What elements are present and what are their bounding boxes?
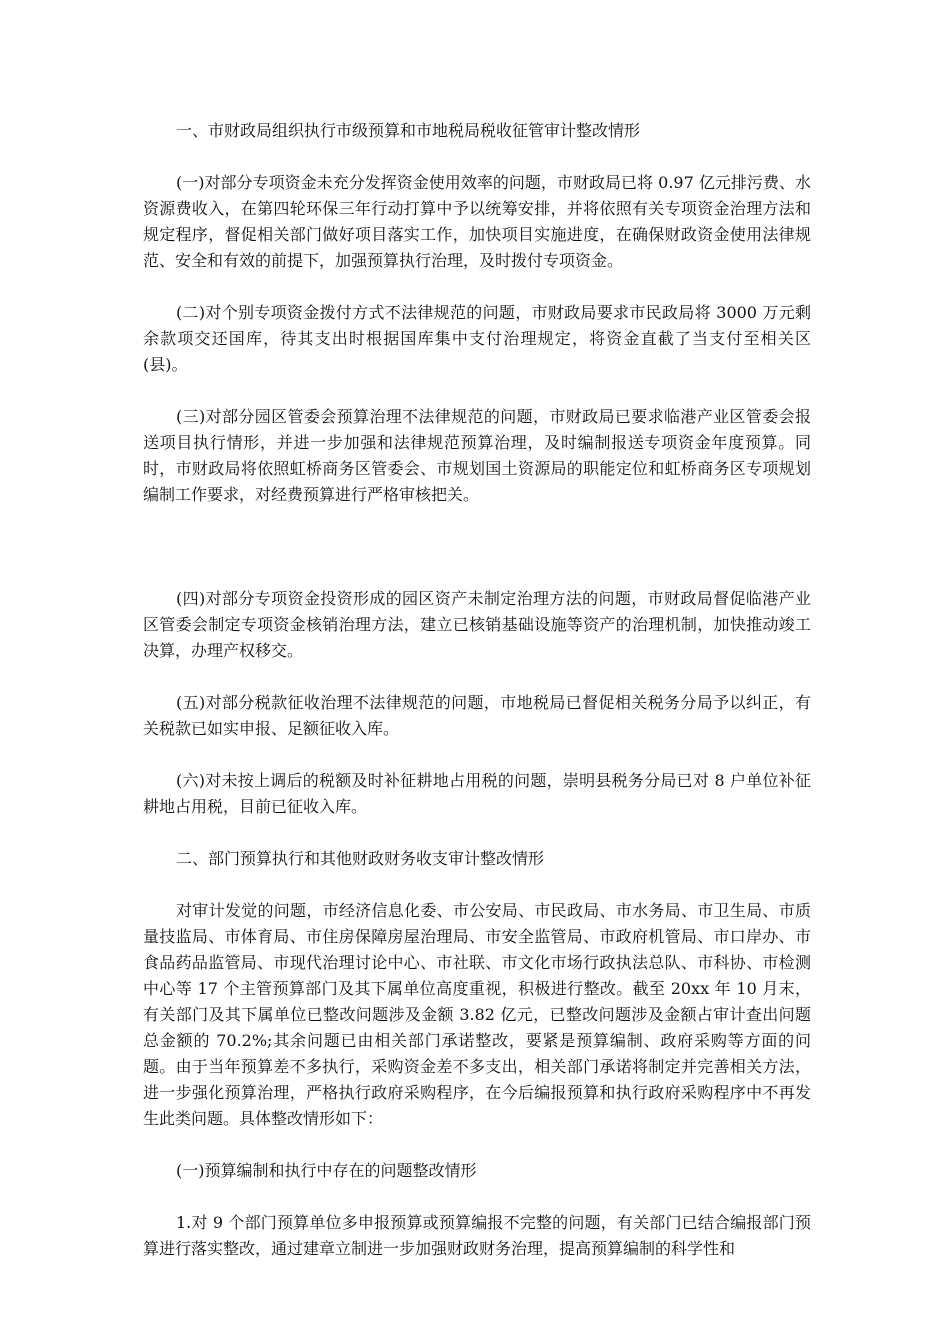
blank-gap: [143, 534, 811, 586]
section-heading-1: 一、市财政局组织执行市级预算和市地税局税收征管审计整改情形: [176, 121, 641, 140]
section-heading-2: 二、部门预算执行和其他财政财务收支审计整改情形: [176, 849, 545, 868]
paragraph-8: 1.对 9 个部门预算单位多申报预算或预算编报不完整的问题，有关部门已结合编报部门预算进行落实整改，通过建章立制进一步加强财政财务治理，提高预算编制的科学性和: [143, 1213, 811, 1258]
paragraph-3: (三)对部分园区管委会预算治理不法律规范的问题，市财政局已要求临港产业区管委会报送项目执行情形，并进一步加强和法律规范预算治理，及时编制报送专项资金年度预算。同时，市财政局将依照虹桥商务区管委会、市规划国土资源局的职能定位和虹桥商务区专项规划编制工作要求，对经费预算进行严格审核把关。: [143, 407, 811, 504]
paragraph-6: (六)对未按上调后的税额及时补征耕地占用税的问题，崇明县税务分局已对 8 户单位补征耕地占用税，目前已征收入库。: [143, 771, 811, 816]
paragraph-4: (四)对部分专项资金投资形成的园区资产未制定治理方法的问题，市财政局督促临港产业区管委会制定专项资金核销治理方法，建立已核销基础设施等资产的治理机制，加快推动竣工决算，办理产权移交。: [143, 589, 811, 660]
document-body: [143, 118, 811, 1288]
paragraph-2: (二)对个别专项资金拨付方式不法律规范的问题，市财政局要求市民政局将 3000 万元剩余款项交还国库，待其支出时根据国库集中支付治理规定，将资金直截了当支付至相关区(县)。: [143, 303, 811, 374]
subsection-heading-1: (一)预算编制和执行中存在的问题整改情形: [176, 1161, 477, 1180]
paragraph-1: (一)对部分专项资金未充分发挥资金使用效率的问题，市财政局已将 0.97 亿元排污费、水资源费收入，在第四轮环保三年行动打算中予以统筹安排，并将依照有关专项资金治理方法和规定程序，督促相关部门做好项目落实工作，加快项目实施进度，在确保财政资金使用法律规范、安全和有效的前提下，加强预算执行治理，及时拨付专项资金。: [143, 173, 811, 270]
paragraph-5: (五)对部分税款征收治理不法律规范的问题，市地税局已督促相关税务分局予以纠正，有关税款已如实申报、足额征收入库。: [143, 693, 811, 738]
paragraph-7: 对审计发觉的问题，市经济信息化委、市公安局、市民政局、市水务局、市卫生局、市质量技监局、市体育局、市住房保障房屋治理局、市安全监管局、市政府机管局、市口岸办、市食品药品监管局、市现代治理讨论中心、市社联、市文化市场行政执法总队、市科协、市检测中心等 17 个主管预算部门及其下属单位高度重视，积极进行整改。截至 20xx 年 10 月末，有关部门及其下属单位已整改问题涉及金额 3.82 亿元，已整改问题涉及金额占审计查出问题总金额的 70.2%;其余问题已由相关部门承诺整改，要紧是预算编制、政府采购等方面的问题。由于当年预算差不多执行，采购资金差不多支出，相关部门承诺将制定并完善相关方法，进一步强化预算治理，严格执行政府采购程序，在今后编报预算和执行政府采购程序中不再发生此类问题。具体整改情形如下：: [143, 901, 811, 1128]
